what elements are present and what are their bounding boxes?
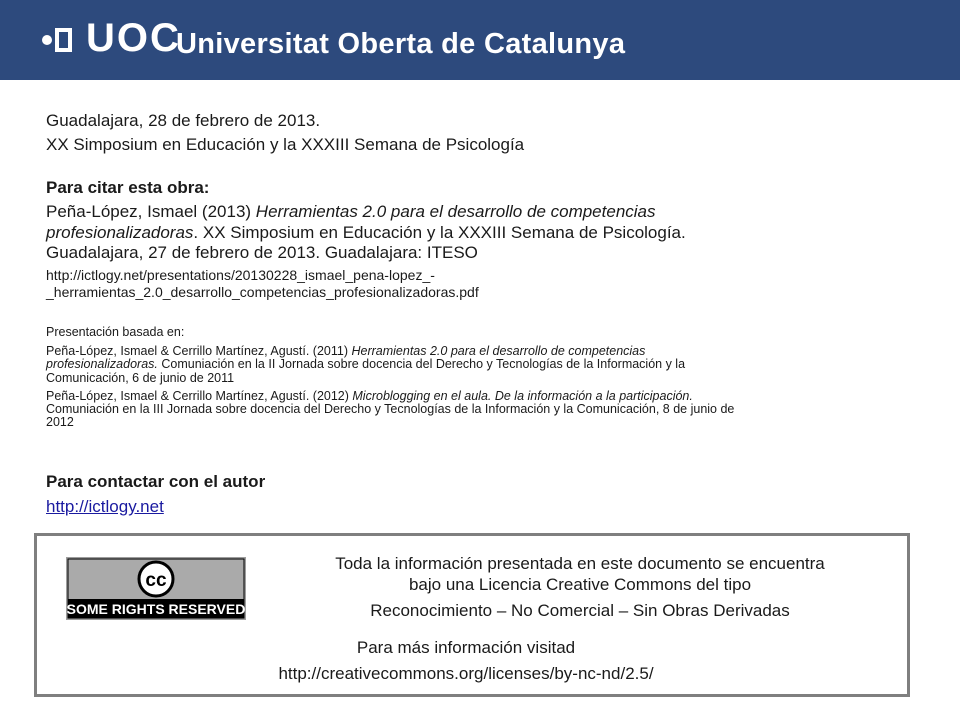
based-on-heading: Presentación basada en:: [46, 325, 185, 339]
ref2-line-3: 2012: [46, 415, 74, 429]
ref2-author: Peña-López, Ismael & Cerrillo Martínez, Agustí. (2012): [46, 389, 353, 403]
license-line-4: Para más información visitad: [356, 638, 576, 657]
cc-badge-icon: [66, 557, 246, 620]
citation-url-1: http://ictlogy.net/presentations/20130228_ismael_pena-lopez_-: [46, 267, 435, 283]
ref1-title-2: profesionalizadoras.: [46, 357, 158, 371]
ref1-author: Peña-López, Ismael & Cerrillo Martínez, Agustí. (2011): [46, 344, 352, 358]
ref1-line-2: [46, 358, 685, 371]
ref2-line-2: Comuniación en la III Jornada sobre docencia del Derecho y Tecnologías de la Información y la Comunicación, 8 de junio de: [46, 402, 735, 416]
citation-author: Peña-López, Ismael (2013): [46, 202, 256, 221]
citation-line-3: Guadalajara, 27 de febrero de 2013. Guadalajara: ITESO: [46, 243, 478, 262]
citation-line-1: [46, 201, 656, 222]
ref1-rest: Comuniación en la II Jornada sobre docencia del Derecho y Tecnologías de la Información y la: [157, 357, 686, 371]
ref1-title: Herramientas 2.0 para el desarrollo de competencias: [351, 344, 646, 358]
contact-heading: Para contactar con el autor: [46, 472, 266, 491]
citation-heading: Para citar esta obra:: [46, 178, 210, 197]
license-line-3: Reconocimiento – No Comercial – Sin Obras Derivadas: [370, 601, 790, 620]
cc-symbol: cc: [145, 570, 167, 591]
date-line: Guadalajara, 28 de febrero de 2013.: [46, 111, 321, 130]
citation-url-2: _herramientas_2.0_desarrollo_competencias_profesionalizadoras.pdf: [46, 284, 479, 300]
citation-line-2: [46, 222, 686, 243]
ref1-line-3: Comunicación, 6 de junio de 2011: [46, 371, 235, 385]
logo-name: Universitat Oberta de Catalunya: [176, 28, 626, 60]
header-banner: [0, 0, 960, 80]
uoc-logo-icon: [42, 24, 74, 56]
license-line-2: bajo una Licencia Creative Commons del tipo: [408, 575, 752, 594]
event-line: XX Simposium en Educación y la XXXIII Semana de Psicología: [46, 135, 525, 154]
contact-link[interactable]: http://ictlogy.net: [46, 497, 164, 516]
logo-short: UOC: [86, 16, 181, 60]
license-line-1: Toda la información presentada en este documento se encuentra: [335, 554, 825, 573]
citation-title-1: Herramientas 2.0 para el desarrollo de competencias: [255, 202, 656, 221]
citation-title-2: profesionalizadoras: [46, 223, 194, 242]
cc-badge-text: SOME RIGHTS RESERVED: [66, 601, 246, 617]
ref2-title: Microblogging en el aula. De la información a la participación.: [352, 389, 693, 403]
license-url: http://creativecommons.org/licenses/by-nc-nd/2.5/: [278, 664, 654, 683]
citation-event: . XX Simposium en Educación y la XXXIII Semana de Psicología.: [193, 223, 686, 242]
